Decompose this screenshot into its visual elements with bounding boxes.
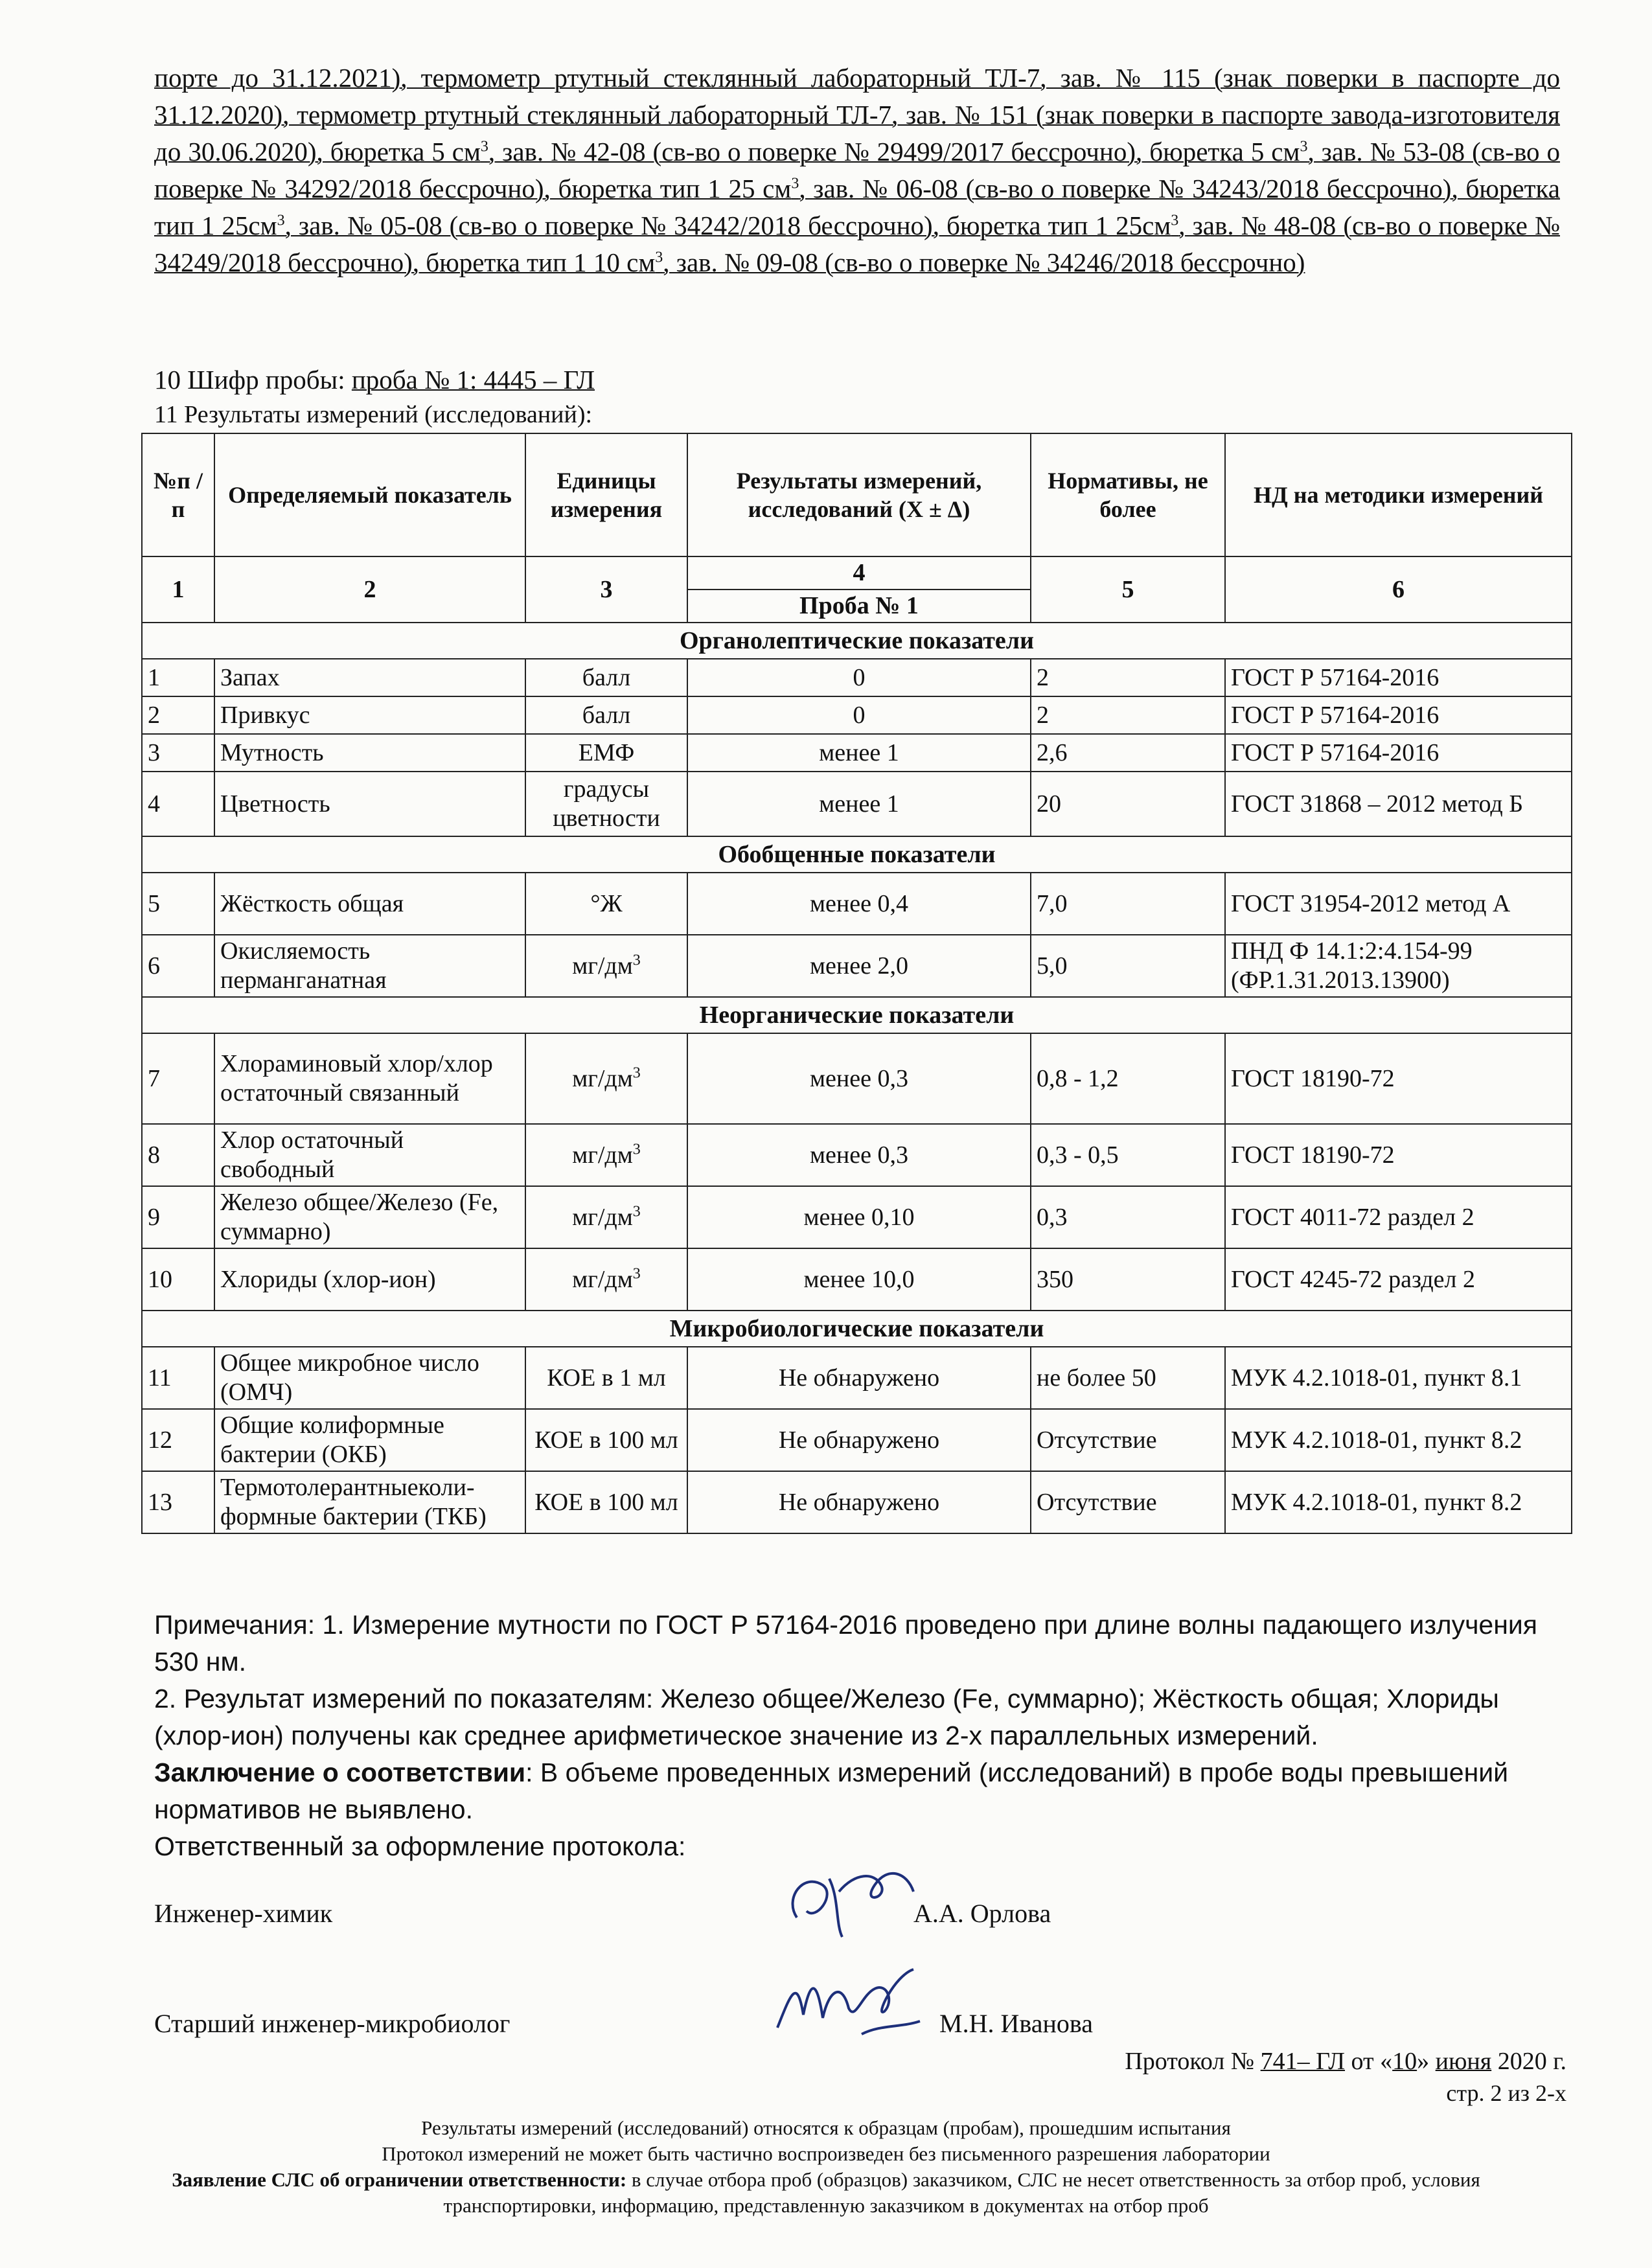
signer-role-2: Старший инженер-микробиолог	[154, 2009, 511, 2038]
header-nd: НД на методики измерений	[1225, 433, 1572, 556]
results-table	[141, 433, 1572, 1534]
table-row: 4 Цветность градусы цветности менее 1 20 ГОСТ 31868 – 2012 метод Б	[142, 772, 1572, 836]
conclusion: Заключение о соответствии: В объеме проведенных измерений (исследований) в пробе воды превышений нормативов не выявлено.	[154, 1758, 1509, 1824]
header-norms: Нормативы, не более	[1031, 433, 1225, 556]
footer-disclaimer: Заявление СЛС об ограничении ответственности: в случае отбора проб (образцов) заказчиком, СЛС не несет ответственность за отбор проб, условия транспортировки, информацию, представленную заказчиком в документах на отбор проб	[172, 2168, 1480, 2217]
table-header-row	[142, 433, 1572, 556]
signature-1-icon	[777, 1859, 926, 1943]
responsible-label: Ответственный за оформление протокола:	[154, 1831, 686, 1861]
table-row: 13 Термотолерантныеколи-формные бактерии (ТКБ) КОЕ в 100 мл Не обнаружено Отсутствие МУК 4.2.1018-01, пункт 8.2	[142, 1471, 1572, 1533]
table-row: 10 Хлориды (хлор-ион) $мг/дм^3$ менее 10,0 350 ГОСТ 4245-72 раздел 2	[142, 1248, 1572, 1311]
table-row: 1 Запах балл 0 2 ГОСТ Р 57164-2016	[142, 659, 1572, 696]
signer-name-2: М.Н. Иванова	[939, 2009, 1093, 2038]
table-row: 5 Жёсткость общая °Ж менее 0,4 7,0 ГОСТ 31954-2012 метод А	[142, 873, 1572, 935]
section-micro: Микробиологические показатели	[142, 1311, 1572, 1347]
footer-line-2: Протокол измерений не может быть частично воспроизведен без письменного разрешения лаборатории	[382, 2142, 1270, 2165]
header-num: №п /п	[142, 433, 214, 556]
note-2: 2. Результат измерений по показателям: Железо общее/Железо (Fe, суммарно); Жёсткость общая; Хлориды (хлор-ион) получены как среднее арифметическое значение из 2-х параллельных измерений.	[154, 1684, 1499, 1750]
results-heading: 11 Результаты измерений (исследований):	[154, 401, 593, 428]
header-units: Единицы измерения	[525, 433, 687, 556]
table-row: 2 Привкус балл 0 2 ГОСТ Р 57164-2016	[142, 696, 1572, 734]
page-number: стр. 2 из 2-х	[1446, 2080, 1566, 2106]
table-row: 12 Общие колиформные бактерии (ОКБ) КОЕ в 100 мл Не обнаружено Отсутствие МУК 4.2.1018-01, пункт 8.2	[142, 1409, 1572, 1471]
column-number-row: 1 2 3 4 5 6	[142, 556, 1572, 590]
header-indicator: Определяемый показатель	[214, 433, 525, 556]
table-row: 11 Общее микробное число (ОМЧ) КОЕ в 1 мл Не обнаружено не более 50 МУК 4.2.1018-01, пункт 8.1	[142, 1347, 1572, 1409]
table-row: 6 Окисляемость перманганатная $мг/дм^3$ менее 2,0 5,0 ПНД Ф 14.1:2:4.154-99 (ФР.1.31.2013.13900)	[142, 935, 1572, 997]
table-row: 7 Хлораминовый хлор/хлор остаточный связанный $мг/дм^3$ менее 0,3 0,8 - 1,2 ГОСТ 18190-72	[142, 1033, 1572, 1124]
table-row: 9 Железо общее/Железо (Fe, суммарно) $мг/дм^3$ менее 0,10 0,3 ГОСТ 4011-72 раздел 2	[142, 1186, 1572, 1248]
notes-block	[154, 1607, 1566, 1865]
table-row: 3 Мутность ЕМФ менее 1 2,6 ГОСТ Р 57164-2016	[142, 734, 1572, 772]
table-row: 8 Хлор остаточный свободный $мг/дм^3$ менее 0,3 0,3 - 0,5 ГОСТ 18190-72	[142, 1124, 1572, 1186]
sample-code: 10 Шифр пробы: проба № 1: 4445 – ГЛ	[154, 365, 595, 395]
footer-line-1: Результаты измерений (исследований) относятся к образцам (пробам), прошедшим испытания	[421, 2116, 1231, 2139]
signer-name-1: А.А. Орлова	[913, 1899, 1051, 1928]
equipment-list-continuation: порте до 31.12.2021), термометр ртутный стеклянный лабораторный ТЛ-7, зав. № 115 (знак поверки в паспорте до 31.12.2020), термометр ртутный стеклянный лабораторный ТЛ-7, зав. № 151 (знак поверки в паспорте завода-изготовителя до 30.06.2020), бюретка 5 $см^3$, зав. № 42-08 (св-во о поверке № 29499/2017 бессрочно), бюретка 5 $см^3$, зав. № 53-08 (св-во о поверке № 34292/2018 бессрочно), бюретка тип 1 25 $см^3$, зав. № 06-08 (св-во о поверке № 34243/2018 бессрочно), бюретка тип 1 $25см^3$, зав. № 05-08 (св-во о поверке № 34242/2018 бессрочно), бюретка тип 1 $25см^3$, зав. № 48-08 (св-во о поверке № 34249/2018 бессрочно), бюретка тип 1 10 $см^3$, зав. № 09-08 (св-во о поверке № 34246/2018 бессрочно)	[154, 63, 1560, 277]
section-inorganic: Неорганические показатели	[142, 997, 1572, 1033]
section-general: Обобщенные показатели	[142, 836, 1572, 873]
sample-label: Проба № 1	[687, 590, 1031, 623]
signer-role-1: Инженер-химик	[154, 1899, 333, 1928]
header-results: Результаты измерений, исследований (X ± Δ)	[687, 433, 1031, 556]
protocol-number: Протокол № 741– ГЛ от «10» июня 2020 г.	[1125, 2048, 1566, 2075]
section-organoleptic: Органолептические показатели	[142, 623, 1572, 659]
signature-2-icon	[764, 1956, 933, 2047]
note-1: Примечания: 1. Измерение мутности по ГОСТ Р 57164-2016 проведено при длине волны падающего излучения 530 нм.	[154, 1610, 1537, 1677]
